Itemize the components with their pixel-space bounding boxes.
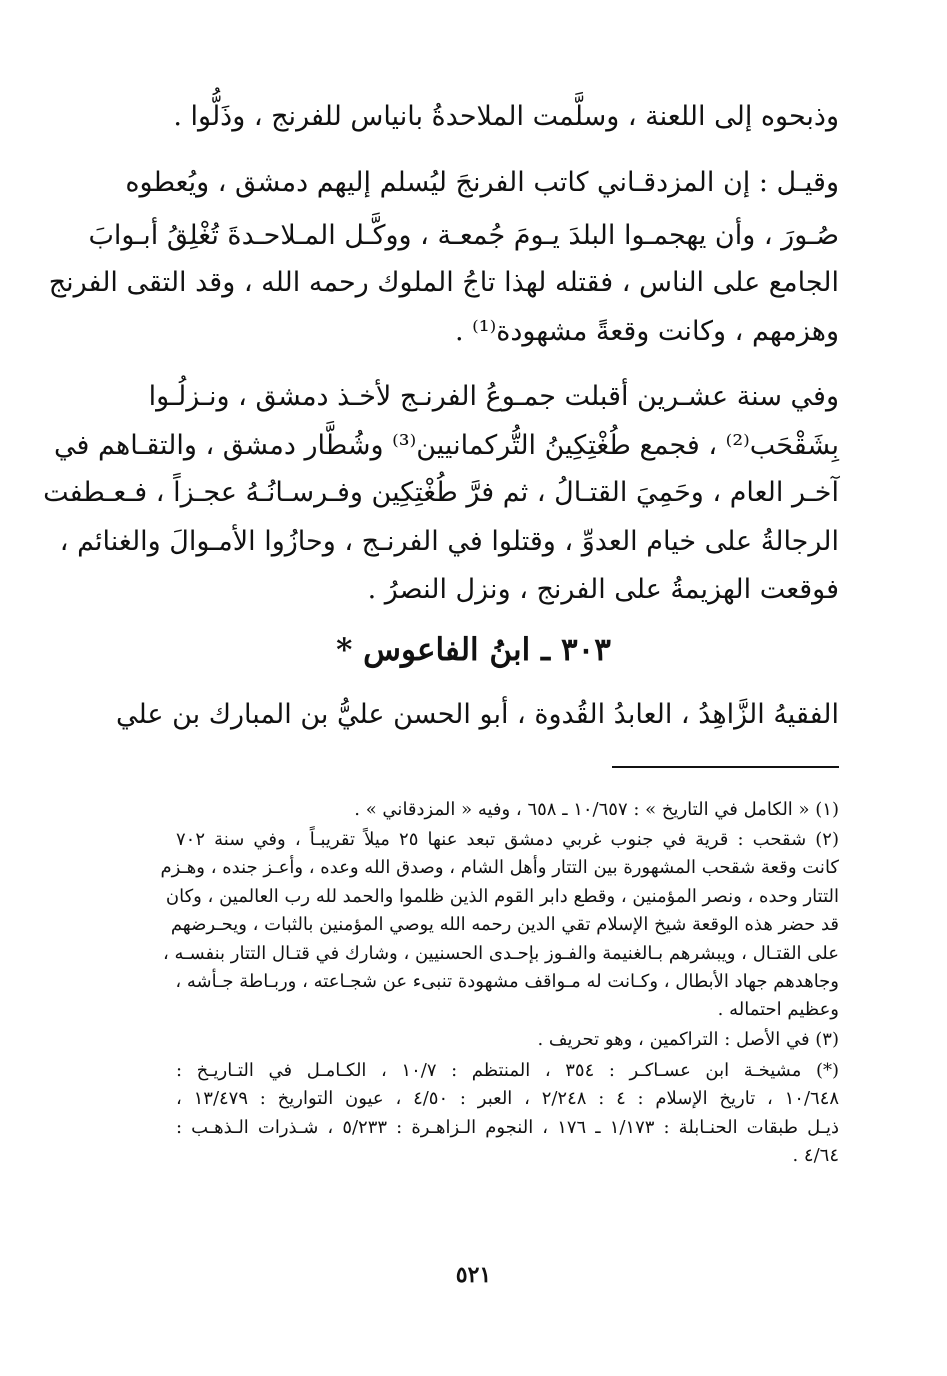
- body-line-9: الرجالةُ على خيام العدوِّ ، وقتلوا في الفرنـج ، وحازُوا الأمـوالَ والغنائم ،: [59, 526, 839, 557]
- body-line-8: آخـر العام ، وحَمِيَ القتـالُ ، ثم فرَّ طُغْتِكِين وفـرسـانُـهُ عجـزاً ، فـعـطفت: [43, 477, 839, 508]
- footnote-1: (١) « الكامل في التاريخ » : ١٠/٦٥٧ ـ ٦٥٨ ، وفيه « المزدقاني » .: [354, 799, 839, 820]
- body-line-2: وقيـل : إن المزدقـاني كاتب الفرنجَ ليُسلم إليهم دمشق ، ويُعطوه: [125, 167, 839, 198]
- body-line-6: وفي سنة عشـرين أقبلت جمـوعُ الفرنـج لأخـذ دمشق ، ونـزلُـوا: [148, 381, 839, 412]
- footnote-2-line-4: قد حضر هذه الوقعة شيخ الإسلام تقي الدين رحمه الله يوصي المؤمنين بالثبات ، ويحـرضهم: [170, 914, 839, 935]
- footnote-2-line-3: التتار وحده ، ونصر المؤمنين ، وقطع دابر القوم الذين ظلموا والحمد لله رب العالمين ، وكان: [165, 886, 839, 907]
- body-line-1: وذبحوه إلى اللعنة ، وسلَّمت الملاحدةُ بانياس للفرنج ، وذَلُّوا .: [173, 101, 839, 132]
- footnote-2-line-1: (٢) شقحب : قرية في جنوب غربي دمشق تبعد عنها ٢٥ ميلاً تقريبـاً ، وفي سنة ٧٠٢: [176, 829, 839, 850]
- footnote-star-line-2: ١٠/٦٤٨ ، تاريخ الإسلام : ٤ : ٢/٢٤٨ ، العبر : ٤/٥٠ ، عيون التواريخ : ١٣/٤٧٩ ،: [176, 1088, 840, 1109]
- footnote-2-line-7: وعظيم احتماله .: [717, 999, 839, 1020]
- footnote-2-line-6: وجاهدهم جهاد الأبطال ، وكـانت له مـواقف مشهودة تنبىء عن شجـاعته ، وربـاطة جـأشه ،: [175, 971, 839, 992]
- footnote-star-line-1: (*) مشيخـة ابن عسـاكـر : ٣٥٤ ، المنتظم : ١٠/٧ ، الكـامـل في التـاريـخ :: [176, 1060, 840, 1081]
- footnote-separator: [612, 766, 839, 768]
- body-line-7: بِشَقْحَب⁽²⁾ ، فجمع طُغْتِكِينُ التُّركمانيين⁽³⁾ وشُطَّار دمشق ، والتقـاهم في: [54, 430, 839, 461]
- section-heading: ٣٠٣ ـ ابنُ الفاعوس *: [336, 632, 611, 668]
- footnote-2-line-5: على القتـال ، ويبشرهم بـالغنيمة والفـوز بإحـدى الحسنيين ، وشارك في قتـال التتار بنفسـه ،: [162, 943, 839, 964]
- page-number: ٥٢١: [455, 1262, 492, 1288]
- footnote-3: (٣) في الأصل : التراكمين ، وهو تحريف .: [537, 1029, 839, 1050]
- footnote-2-line-2: كانت وقعة شقحب المشهورة بين التتار وأهل الشام ، وصدق الله وعده ، وأعـز جنده ، وهـزم: [160, 857, 839, 878]
- footnote-star-line-4: ٤/٦٤ .: [792, 1145, 839, 1166]
- body-line-10: فوقعت الهزيمةُ على الفرنج ، ونزل النصرُ .: [367, 574, 839, 605]
- body-line-5: وهزمهم ، وكانت وقعةً مشهودة⁽¹⁾ .: [454, 316, 839, 347]
- biography-first-line: الفقيهُ الزَّاهِدُ ، العابدُ القُدوة ، أبو الحسن عليُّ بن المبارك بن علي: [115, 699, 839, 730]
- body-line-3: صُـورَ ، وأن يهجمـوا البلدَ يـومَ جُمعـة ، ووكَّـل المـلاحـدةَ تُغْلِقُ أبـوابَ: [88, 220, 839, 251]
- footnote-star-line-3: ذيـل طبقات الحنـابلة : ١/١٧٣ ـ ١٧٦ ، النجوم الـزاهـرة : ٥/٢٣٣ ، شـذرات الـذهـب :: [176, 1117, 840, 1138]
- body-line-4: الجامع على الناس ، فقتله لهذا تاجُ الملوك رحمه الله ، وقد التقى الفرنج: [48, 267, 839, 298]
